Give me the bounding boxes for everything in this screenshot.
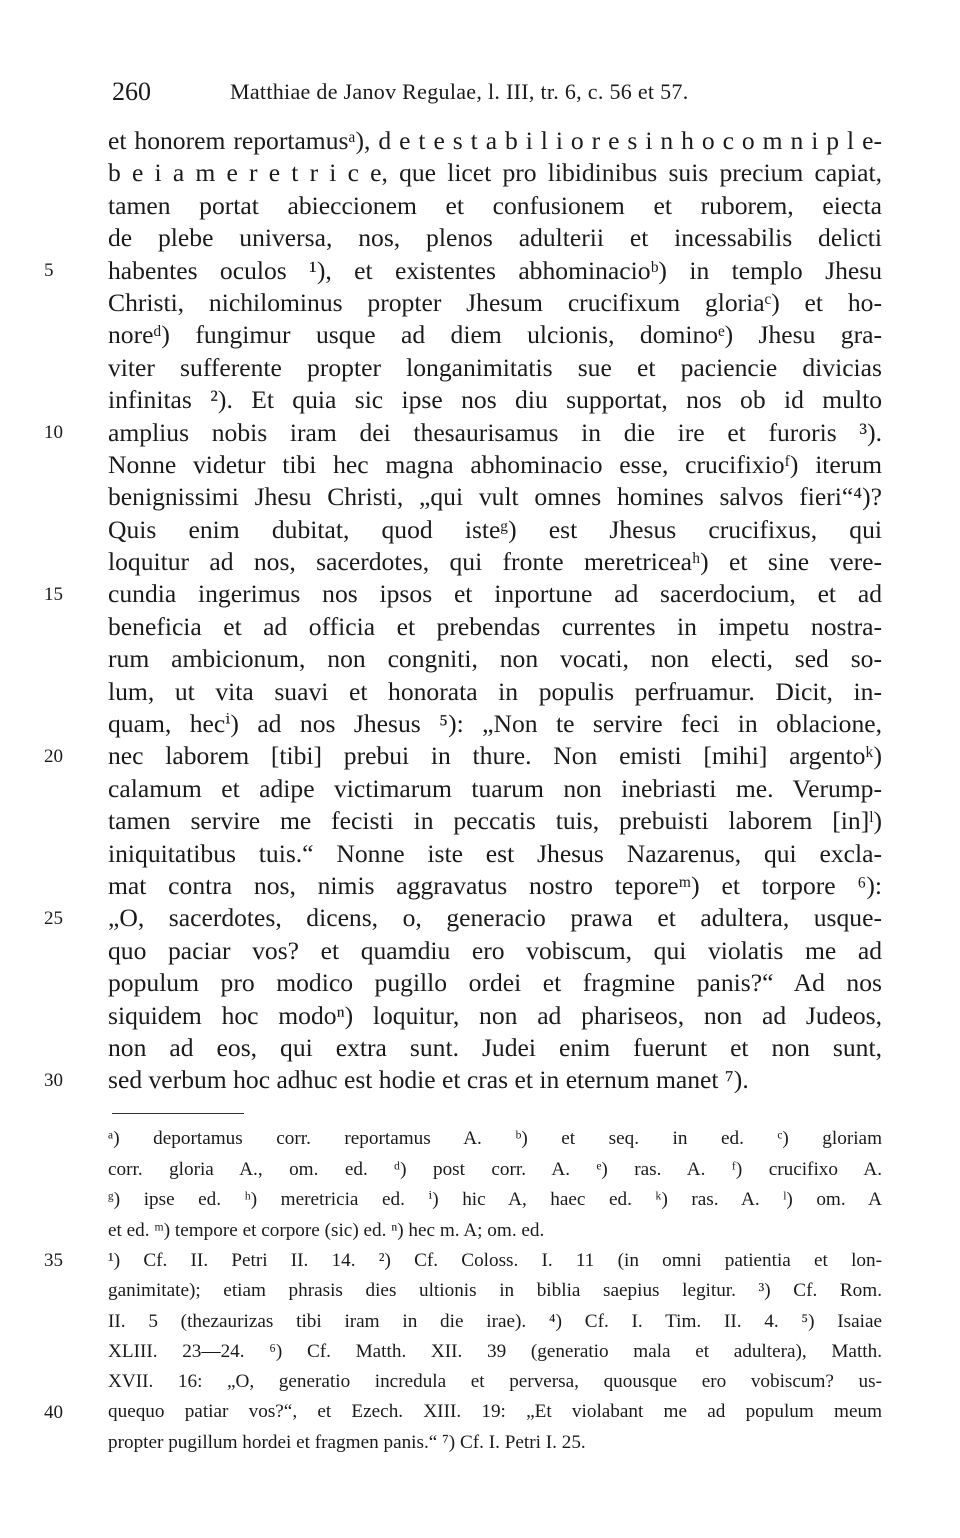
apparatus-line: corr. gloria A., om. ed. ᵈ) post corr. A. ᵉ) ras. A. ᶠ) crucifixo A. <box>108 1158 882 1180</box>
text-line: „O, sacerdotes, dicens, o, generacio prawa et adultera, usque- <box>108 903 882 933</box>
text-line: benignissimi Jhesu Christi, „qui vult omnes homines salvos fieri“⁴)? <box>108 482 882 512</box>
text-line: siquidem hoc modoⁿ) loquitur, non ad phariseos, non ad Judeos, <box>108 1000 882 1030</box>
apparatus-line: ᵍ) ipse ed. ʰ) meretricia ed. ⁱ) hic A, haec ed. ᵏ) ras. A. ˡ) om. A <box>108 1189 882 1211</box>
note-line: XVII. 16: „O, generatio incredula et perversa, quousque ero vobiscum? us- <box>108 1371 882 1393</box>
text-line: de plebe universa, nos, plenos adulterii et incessabilis delicti <box>108 223 882 253</box>
text-line: iniquitatibus tuis.“ Nonne iste est Jhesus Nazarenus, qui excla- <box>108 838 882 868</box>
line-number: 20 <box>44 745 63 767</box>
note-line: ¹) Cf. II. Petri II. 14. ²) Cf. Coloss. I. 11 (in omni patientia et lon- <box>108 1250 882 1271</box>
line-number: 30 <box>44 1069 63 1091</box>
text-line: nec laborem [tibi] prebui in thure. Non emisti [mihi] argentoᵏ) <box>108 741 882 771</box>
note-line: quequo patiar vos?“, et Ezech. XIII. 19: „Et violabant me ad populum meum <box>108 1401 882 1423</box>
text-line: mat contra nos, nimis aggravatus nostro teporeᵐ) et torpore ⁶): <box>108 870 882 900</box>
text-line: Nonne videtur tibi hec magna abhominacio esse, crucifixioᶠ) iterum <box>108 449 882 479</box>
line-number: 25 <box>44 907 63 929</box>
line-number: 10 <box>44 421 63 443</box>
text-line: Quis enim dubitat, quod isteᵍ) est Jhesus crucifixus, qui <box>108 514 882 544</box>
source-notes <box>108 1246 882 1458</box>
line-number: 15 <box>44 583 63 605</box>
text-line: noreᵈ) fungimur usque ad diem ulcionis, dominoᵉ) Jhesu gra- <box>108 320 882 350</box>
line-number: 5 <box>44 259 54 281</box>
text-line: populum pro modico pugillo ordei et fragmine panis?“ Ad nos <box>108 968 882 998</box>
text-line: b e i a m e r e t r i c e, que licet pro libidinibus suis precium capiat, <box>108 158 882 188</box>
text-line: cundia ingerimus nos ipsos et inportune ad sacerdocium, et ad <box>108 579 882 609</box>
text-line: infinitas ²). Et quia sic ipse nos diu supportat, nos ob id multo <box>108 385 882 415</box>
text-line: tamen servire me fecisti in peccatis tuis, prebuisti laborem [in]ˡ) <box>108 806 882 836</box>
text-line: beneficia et ad officia et prebendas currentes in impetu nostra- <box>108 611 882 641</box>
text-line: quam, hecⁱ) ad nos Jhesus ⁵): „Non te servire feci in oblacione, <box>108 709 882 739</box>
main-text <box>108 125 882 1097</box>
running-title: Matthiae de Janov Regulae, l. III, tr. 6, c. 56 et 57. <box>230 79 689 104</box>
note-line: II. 5 (thezaurizas tibi iram in die irae). ⁴) Cf. I. Tim. II. 4. ⁵) Isaiae <box>108 1310 882 1332</box>
footnote-rule <box>112 1113 244 1114</box>
text-line: tamen portat abieccionem et confusionem et ruborem, eiecta <box>108 190 882 220</box>
note-line-number: 40 <box>44 1401 63 1423</box>
page-number: 260 <box>112 77 151 106</box>
text-line: rum ambicionum, non congniti, non vocati, non electi, sed so- <box>108 644 882 674</box>
text-line: lum, ut vita suavi et honorata in populis perfruamur. Dicit, in- <box>108 676 882 706</box>
apparatus-line: et ed. ᵐ) tempore et corpore (sic) ed. ⁿ) hec m. A; om. ed. <box>108 1219 545 1241</box>
text-line: sed verbum hoc adhuc est hodie et cras et in eternum manet ⁷). <box>108 1065 749 1095</box>
critical-apparatus <box>108 1124 882 1246</box>
note-line: ganimitate); etiam phrasis dies ultionis in biblia saepius legitur. ³) Cf. Rom. <box>108 1280 882 1302</box>
text-line: non ad eos, qui extra sunt. Judei enim fuerunt et non sunt, <box>108 1032 882 1062</box>
apparatus-line: ᵃ) deportamus corr. reportamus A. ᵇ) et seq. in ed. ᶜ) gloriam <box>108 1128 882 1149</box>
text-line: habentes oculos ¹), et existentes abhominacioᵇ) in templo Jhesu <box>108 255 882 285</box>
page-header <box>112 74 892 110</box>
note-line-number: 35 <box>44 1250 63 1271</box>
text-line: Christi, nichilominus propter Jhesum crucifixum gloriaᶜ) et ho- <box>108 287 882 317</box>
text-line: calamum et adipe victimarum tuarum non inebriasti me. Verump- <box>108 773 882 803</box>
text-line: et honorem reportamusᵃ), d e t e s t a b i l i o r e s i n h o c o m n i p l e- <box>108 126 882 155</box>
text-line: quo paciar vos? et quamdiu ero vobiscum, qui violatis me ad <box>108 935 882 965</box>
text-line: amplius nobis iram dei thesaurisamus in die ire et furoris ³). <box>108 417 882 447</box>
text-line: loquitur ad nos, sacerdotes, qui fronte meretriceaʰ) et sine vere- <box>108 547 882 577</box>
note-line: XLIII. 23—24. ⁶) Cf. Matth. XII. 39 (generatio mala et adultera), Matth. <box>108 1340 882 1362</box>
text-line: viter sufferente propter longanimitatis sue et paciencie divicias <box>108 352 882 382</box>
note-line: propter pugillum hordei et fragmen panis.“ ⁷) Cf. I. Petri I. 25. <box>108 1431 586 1453</box>
